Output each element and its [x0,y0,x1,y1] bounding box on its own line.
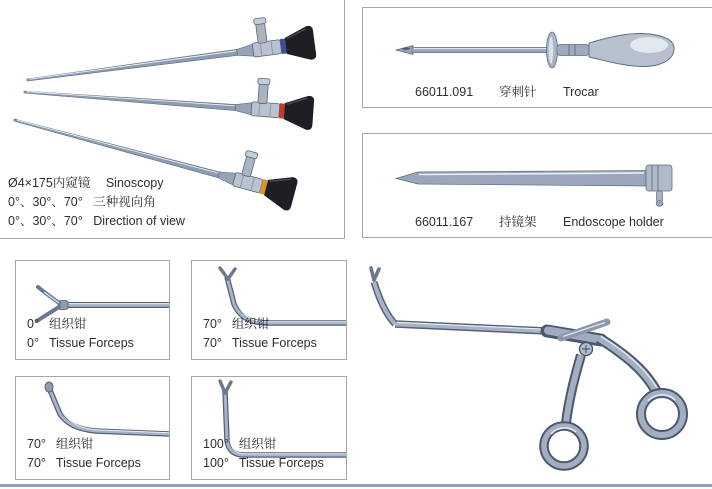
forceps-name-en: Tissue Forceps [55,456,141,470]
endoscope-30deg [23,61,316,130]
angles-label-en: Direction of view [93,214,185,228]
forceps-label [203,315,317,353]
forceps-jaw-lower [374,269,379,280]
forceps-name-en: Tissue Forceps [231,336,317,350]
forceps-label [27,315,134,353]
trocar-caption [415,82,599,100]
forceps-jaw-lower [228,269,235,279]
sinoscopy-angles-en-line [8,212,185,231]
item-name-cn: 穿刺针 [499,85,537,99]
forceps-name-cn: 组织钳 [48,317,87,331]
forceps-label [203,435,324,473]
forceps-name-en: Tissue Forceps [238,456,324,470]
holder-pin-ball [656,201,663,207]
forceps-closed-tip [45,382,53,392]
trocar-handle-highlight [630,37,668,53]
forceps-name-en: Tissue Forceps [48,336,134,350]
light-post [256,23,268,44]
forceps-angle: 70° [27,456,46,470]
finger-ring-right [641,393,683,435]
scissor-forceps-illustration [355,258,712,484]
scope-shaft [24,89,236,111]
sinoscopy-description [8,174,185,231]
endoscope-holder-illustration [363,136,712,216]
angles-values: 0°、30°、70° [8,195,83,209]
forceps-shaft [50,390,169,434]
forceps-panel-0deg [15,260,170,360]
forceps-jaw-upper [220,268,228,279]
eyepiece-cup [262,171,299,211]
trocar-illustration [363,10,712,82]
spec-en: Sinoscopy [105,176,164,190]
sinoscopy-section [0,0,345,239]
forceps-name-cn: 组织钳 [55,437,94,451]
holder-caption [415,212,664,230]
forceps-angle: 0° [27,317,39,331]
forceps-name-cn: 组织钳 [238,437,277,451]
light-post-cap [253,17,266,25]
item-code: 66011.167 [415,215,474,229]
scope-shaft [13,117,219,178]
item-name-cn: 持镜架 [499,215,537,229]
trocar-stopper-highlight [549,37,553,64]
forceps-panel-70deg-open [191,260,347,360]
item-name-en: Endoscope holder [563,215,664,229]
endoscope-0deg [23,11,317,96]
scope-body [252,40,282,58]
item-code: 66011.091 [415,85,474,99]
light-post [258,83,268,104]
holder-fitting [646,165,672,191]
trocar-tip [396,46,413,55]
spec-cn: Ø4×175内窥镜 [8,176,91,190]
catalog-panel-endoscope-holder [362,133,712,238]
forceps-jaw-highlight [44,292,59,303]
eyepiece-cup [283,94,314,130]
forceps-shaft-outline [50,390,169,434]
scope-shaft [27,49,238,83]
scope-shaft-highlight [30,51,236,79]
forceps-name-cn: 组织钳 [231,317,270,331]
finger-ring-left [544,426,584,466]
angles-label-cn: 三种视向角 [93,195,156,209]
scope-taper [236,44,253,58]
bottom-accent-strip [0,484,712,487]
trocar-collar [557,45,589,56]
forceps-angle: 70° [203,336,222,350]
scope-taper [235,102,252,115]
light-post-cap [258,78,270,85]
catalog-panel-trocar [362,7,712,108]
item-name-en: Trocar [563,85,599,99]
forceps-jaw-lower [225,382,231,393]
forceps-angle: 100° [203,456,229,470]
sinoscopy-spec-line [8,174,185,193]
trocar-tip-notch [402,48,410,50]
light-post [242,155,256,177]
forceps-panel-70deg-closed [15,376,170,480]
forceps-angle: 70° [203,317,222,331]
forceps-angle: 70° [27,437,46,451]
forceps-panel-100deg [191,376,347,480]
sinoscopy-angles-cn-line [8,193,185,212]
angles-values: 0°、30°、70° [8,214,83,228]
forceps-angle: 100° [203,437,229,451]
scope-body [251,102,280,118]
forceps-angle: 0° [27,336,39,350]
forceps-label [27,435,141,473]
